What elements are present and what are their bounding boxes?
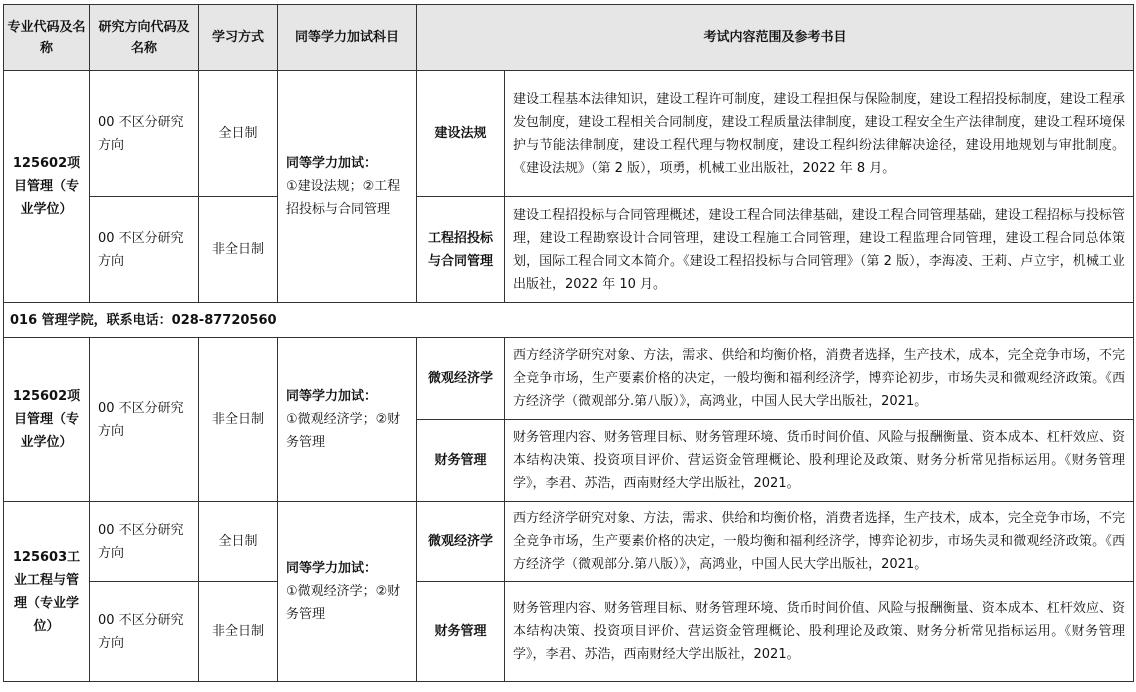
extra-exam-items: ①建设法规；②工程招投标与合同管理 xyxy=(286,179,401,217)
direction-cell: 00 不区分研究方向 xyxy=(90,502,199,582)
subject-cell: 财务管理 xyxy=(417,582,505,682)
study-mode-cell: 非全日制 xyxy=(199,338,278,502)
extra-exam-cell xyxy=(278,502,417,682)
study-mode-cell: 非全日制 xyxy=(199,582,278,682)
header-major: 专业代码及名称 xyxy=(4,5,90,71)
major-cell: 125602项目管理（专业学位） xyxy=(4,338,90,502)
direction-cell: 00 不区分研究方向 xyxy=(90,338,199,502)
header-direction: 研究方向代码及名称 xyxy=(90,5,199,71)
extra-exam-cell xyxy=(278,71,417,303)
study-mode-cell: 全日制 xyxy=(199,502,278,582)
table-row xyxy=(4,71,1134,197)
table-row xyxy=(4,582,1134,682)
table-row xyxy=(4,502,1134,582)
content-cell: 西方经济学研究对象、方法，需求、供给和均衡价格，消费者选择，生产技术，成本，完全竞争市场，不完全竞争市场，生产要素价格的决定，一般均衡和福利经济学，博弈论初步，市场失灵和微观经济政策。《西方经济学（微观部分.第八版）》，高鸿业，中国人民大学出版社，2021。 xyxy=(505,502,1134,582)
header-content: 考试内容范围及参考书目 xyxy=(417,5,1134,71)
content-cell: 财务管理内容、财务管理目标、财务管理环境、货币时间价值、风险与报酬衡量、资本成本、杠杆效应、资本结构决策、投资项目评价、营运资金管理概论、股利理论及政策、财务分析常见指标运用。《财务管理学》，李君、苏浩，西南财经大学出版社，2021。 xyxy=(505,420,1134,502)
header-study-mode: 学习方式 xyxy=(199,5,278,71)
direction-cell: 00 不区分研究方向 xyxy=(90,197,199,303)
content-cell: 财务管理内容、财务管理目标、财务管理环境、货币时间价值、风险与报酬衡量、资本成本、杠杆效应、资本结构决策、投资项目评价、营运资金管理概论、股利理论及政策、财务分析常见指标运用。《财务管理学》，李君、苏浩，西南财经大学出版社，2021。 xyxy=(505,582,1134,682)
subject-cell: 工程招投标与合同管理 xyxy=(417,197,505,303)
section-row xyxy=(4,303,1134,338)
header-extra-exam: 同等学力加试科目 xyxy=(278,5,417,71)
subject-cell: 微观经济学 xyxy=(417,502,505,582)
extra-exam-items: ①微观经济学；②财务管理 xyxy=(286,584,401,622)
header-row xyxy=(4,5,1134,71)
direction-cell: 00 不区分研究方向 xyxy=(90,71,199,197)
subject-cell: 财务管理 xyxy=(417,420,505,502)
admission-table xyxy=(3,4,1134,682)
section-title: 016 管理学院，联系电话：028-87720560 xyxy=(4,303,1134,338)
table-row xyxy=(4,338,1134,420)
content-cell: 建设工程招投标与合同管理概述，建设工程合同法律基础，建设工程合同管理基础，建设工程招标与投标管理，建设工程勘察设计合同管理，建设工程施工合同管理，建设工程监理合同管理，建设工程合同总体策划，国际工程合同文本简介。《建设工程招投标与合同管理》（第 2 版），李海凌、王莉、卢立宇，机械工业出版社，2022 年 10 月。 xyxy=(505,197,1134,303)
study-mode-cell: 非全日制 xyxy=(199,197,278,303)
major-cell: 125603工业工程与管理（专业学位） xyxy=(4,502,90,682)
table-row xyxy=(4,197,1134,303)
subject-cell: 建设法规 xyxy=(417,71,505,197)
content-cell: 西方经济学研究对象、方法，需求、供给和均衡价格，消费者选择，生产技术，成本，完全竞争市场，不完全竞争市场，生产要素价格的决定，一般均衡和福利经济学，博弈论初步，市场失灵和微观经济政策。《西方经济学（微观部分.第八版）》，高鸿业，中国人民大学出版社，2021。 xyxy=(505,338,1134,420)
extra-exam-lead: 同等学力加试： xyxy=(286,156,378,171)
study-mode-cell: 全日制 xyxy=(199,71,278,197)
subject-cell: 微观经济学 xyxy=(417,338,505,420)
extra-exam-lead: 同等学力加试： xyxy=(286,561,378,576)
content-cell: 建设工程基本法律知识，建设工程许可制度，建设工程担保与保险制度，建设工程招投标制度，建设工程承发包制度，建设工程相关合同制度，建设工程质量法律制度，建设工程安全生产法律制度，建设工程环境保护与节能法律制度，建设工程代理与物权制度，建设工程纠纷法律解决途径，建设用地规划与审批制度。《建设法规》（第 2 版），项勇，机械工业出版社，2022 年 8 月。 xyxy=(505,71,1134,197)
major-cell: 125602项目管理（专业学位） xyxy=(4,71,90,303)
direction-cell: 00 不区分研究方向 xyxy=(90,582,199,682)
extra-exam-items: ①微观经济学；②财务管理 xyxy=(286,412,401,450)
extra-exam-cell xyxy=(278,338,417,502)
extra-exam-lead: 同等学力加试： xyxy=(286,389,378,404)
